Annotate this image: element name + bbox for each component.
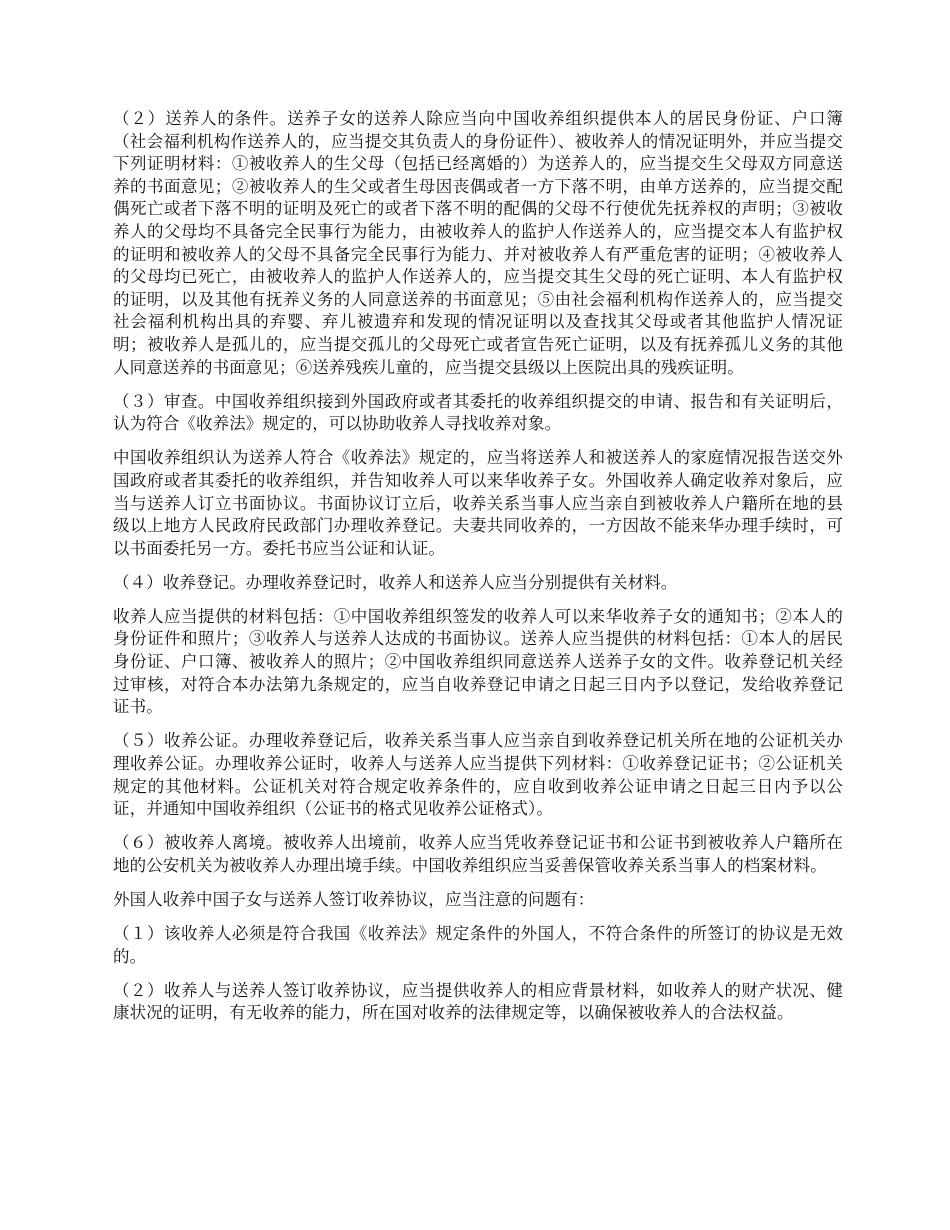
paragraph-agreement-point-1: （１）该收养人必须是符合我国《收养法》规定条件的外国人，不符合条件的所签订的协议是无效的。 (113, 924, 843, 966)
paragraph-registration: （４）收养登记。办理收养登记时，收养人和送养人应当分别提供有关材料。 (113, 572, 678, 592)
paragraph-departure: （６）被收养人离境。被收养人出境前，收养人应当凭收养登记证书和公证书到被收养人户籍所在地的公安机关为被收养人办理出境手续。中国收养组织应当妥善保管收养关系当事人的档案材料。 (113, 833, 843, 875)
paragraph-agreement-point-2: （２）收养人与送养人签订收养协议，应当提供收养人的相应背景材料，如收养人的财产状况、健康状况的证明，有无收养的能力，所在国对收养的法律规定等，以确保被收养人的合法权益。 (113, 980, 843, 1023)
paragraph-agreement-intro: 外国人收养中国子女与送养人签订收养协议，应当注意的问题有： (113, 889, 595, 909)
paragraph-review: （３）审查。中国收养组织接到外国政府或者其委托的收养组织提交的申请、报告和有关证明后，认为符合《收养法》规定的，可以协助收养人寻找收养对象。 (113, 391, 843, 434)
paragraph-notarization: （５）收养公证。办理收养登记后，收养关系当事人应当亲自到收养登记机关所在地的公证机关办理收养公证。办理收养公证时，收养人与送养人应当提供下列材料：①收养登记证书；②公证机关规定的其他材料。公证机关对符合规定收养条件的，应自收到收养公证申请之日起三日内予以公证，并通知中国收养组织（公证书的格式见收养公证格式）。 (113, 731, 843, 819)
paragraph-review-details: 中国收养组织认为送养人符合《收养法》规定的，应当将送养人和被送养人的家庭情况报告送交外国政府或者其委托的收养组织，并告知收养人可以来华收养子女。外国收养人确定收养对象后，应当与送养人订立书面协议。书面协议订立后，收养关系当事人应当亲自到被收养人户籍所在地的县级以上地方人民政府民政部门办理收养登记。夫妻共同收养的，一方因故不能来华办理手续时，可以书面委托另一方。委托书应当公证和认证。 (113, 448, 843, 558)
paragraph-registration-materials: 收养人应当提供的材料包括：①中国收养组织签发的收养人可以来华收养子女的通知书；②本人的身份证件和照片；③收养人与送养人达成的书面协议。送养人应当提供的材料包括：①本人的居民身份证、户口簿、被收养人的照片；②中国收养组织同意送养人送养子女的文件。收养登记机关经过审核，对符合本办法第九条规定的，应当自收养登记申请之日起三日内予以登记，发给收养登记证书。 (113, 606, 843, 717)
paragraph-sender-conditions: （２）送养人的条件。送养子女的送养人除应当向中国收养组织提供本人的居民身份证、户口簿（社会福利机构作送养人的，应当提交其负责人的身份证件）、被收养人的情况证明外，并应当提交下列证明材料：①被收养人的生父母（包括已经离婚的）为送养人的，应当提交生父母双方同意送养的书面意见；②被收养人的生父或者生母因丧偶或者一方下落不明，由单方送养的，应当提交配偶死亡或者下落不明的证明及死亡的或者下落不明的配偶的父母不行使优先抚养权的声明；③被收养人的父母均不具备完全民事行为能力，由被收养人的监护人作送养人的，应当提交本人有监护权的证明和被收养人的父母不具备完全民事行为能力、并对被收养人有严重危害的证明；④被收养人的父母均已死亡，由被收养人的监护人作送养人的，应当提交其生父母的死亡证明、本人有监护权的证明，以及其他有抚养义务的人同意送养的书面意见；⑤由社会福利机构作送养人的，应当提交社会福利机构出具的弃婴、弃儿被遗弃和发现的情况证明以及查找其父母或者其他监护人情况证明；被收养人是孤儿的，应当提交孤儿的父母死亡或者宣告死亡证明，以及有抚养孤儿义务的其他人同意送养的书面意见；⑥送养残疾儿童的，应当提交县级以上医院出具的残疾证明。 (113, 109, 843, 377)
document-body (113, 108, 843, 1036)
